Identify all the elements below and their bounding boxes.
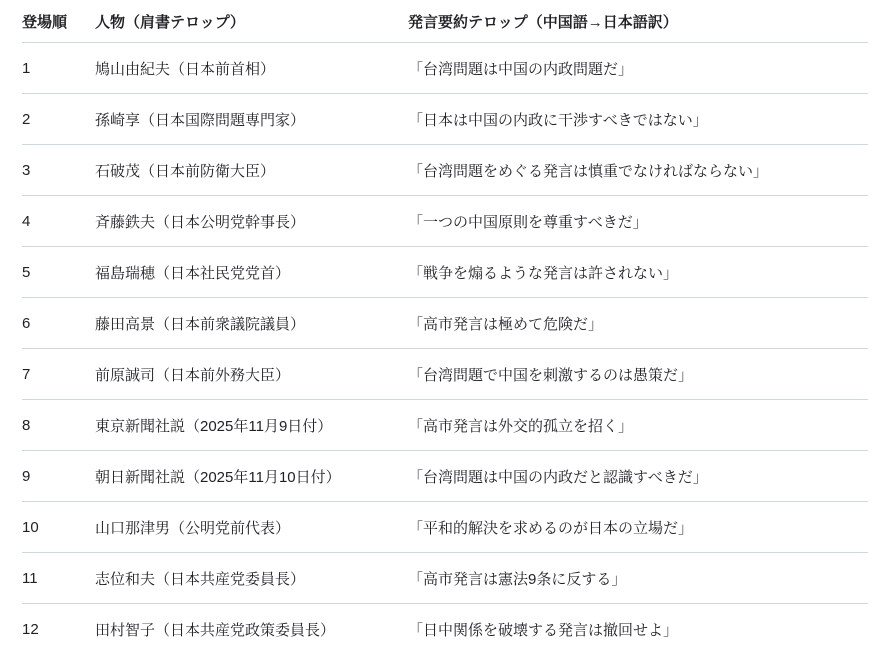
table-header: [22, 0, 868, 43]
column-header-order: 登場順: [22, 0, 95, 43]
quote-cell: 「一つの中国原則を尊重すべきだ」: [408, 196, 868, 247]
person-cell: 福島瑞穂（日本社民党党首）: [95, 247, 408, 298]
speakers-table: [22, 0, 868, 654]
quote-cell: 「台湾問題をめぐる発言は慎重でなければならない」: [408, 145, 868, 196]
quote-cell: 「日中関係を破壊する発言は撤回せよ」: [408, 604, 868, 654]
table-row: [22, 247, 868, 298]
person-cell: 田村智子（日本共産党政策委員長）: [95, 604, 408, 654]
header-row: [22, 0, 868, 43]
person-cell: 石破茂（日本前防衛大臣）: [95, 145, 408, 196]
quote-cell: 「台湾問題は中国の内政だと認識すべきだ」: [408, 451, 868, 502]
quote-cell: 「平和的解決を求めるのが日本の立場だ」: [408, 502, 868, 553]
person-cell: 山口那津男（公明党前代表）: [95, 502, 408, 553]
order-cell: 8: [22, 400, 95, 451]
table-body: [22, 43, 868, 654]
column-header-quote: 発言要約テロップ（中国語→日本語訳）: [408, 0, 868, 43]
table-row: [22, 196, 868, 247]
order-cell: 1: [22, 43, 95, 94]
person-cell: 斉藤鉄夫（日本公明党幹事長）: [95, 196, 408, 247]
quote-cell: 「台湾問題は中国の内政問題だ」: [408, 43, 868, 94]
quote-cell: 「高市発言は憲法9条に反する」: [408, 553, 868, 604]
order-cell: 6: [22, 298, 95, 349]
quote-cell: 「日本は中国の内政に干渉すべきではない」: [408, 94, 868, 145]
table-row: [22, 553, 868, 604]
person-cell: 志位和夫（日本共産党委員長）: [95, 553, 408, 604]
person-cell: 朝日新聞社説（2025年11月10日付）: [95, 451, 408, 502]
table-row: [22, 94, 868, 145]
order-cell: 10: [22, 502, 95, 553]
order-cell: 12: [22, 604, 95, 654]
order-cell: 11: [22, 553, 95, 604]
order-cell: 3: [22, 145, 95, 196]
quote-cell: 「高市発言は外交的孤立を招く」: [408, 400, 868, 451]
order-cell: 9: [22, 451, 95, 502]
order-cell: 7: [22, 349, 95, 400]
table-row: [22, 451, 868, 502]
column-header-person: 人物（肩書テロップ）: [95, 0, 408, 43]
order-cell: 4: [22, 196, 95, 247]
person-cell: 前原誠司（日本前外務大臣）: [95, 349, 408, 400]
person-cell: 孫崎享（日本国際問題専門家）: [95, 94, 408, 145]
table-row: [22, 145, 868, 196]
order-cell: 5: [22, 247, 95, 298]
person-cell: 鳩山由紀夫（日本前首相）: [95, 43, 408, 94]
quote-cell: 「高市発言は極めて危険だ」: [408, 298, 868, 349]
table-row: [22, 400, 868, 451]
table-row: [22, 43, 868, 94]
table-row: [22, 604, 868, 654]
person-cell: 東京新聞社説（2025年11月9日付）: [95, 400, 408, 451]
table-row: [22, 298, 868, 349]
order-cell: 2: [22, 94, 95, 145]
quote-cell: 「戦争を煽るような発言は許されない」: [408, 247, 868, 298]
quote-cell: 「台湾問題で中国を刺激するのは愚策だ」: [408, 349, 868, 400]
person-cell: 藤田高景（日本前衆議院議員）: [95, 298, 408, 349]
table-row: [22, 349, 868, 400]
table-row: [22, 502, 868, 553]
